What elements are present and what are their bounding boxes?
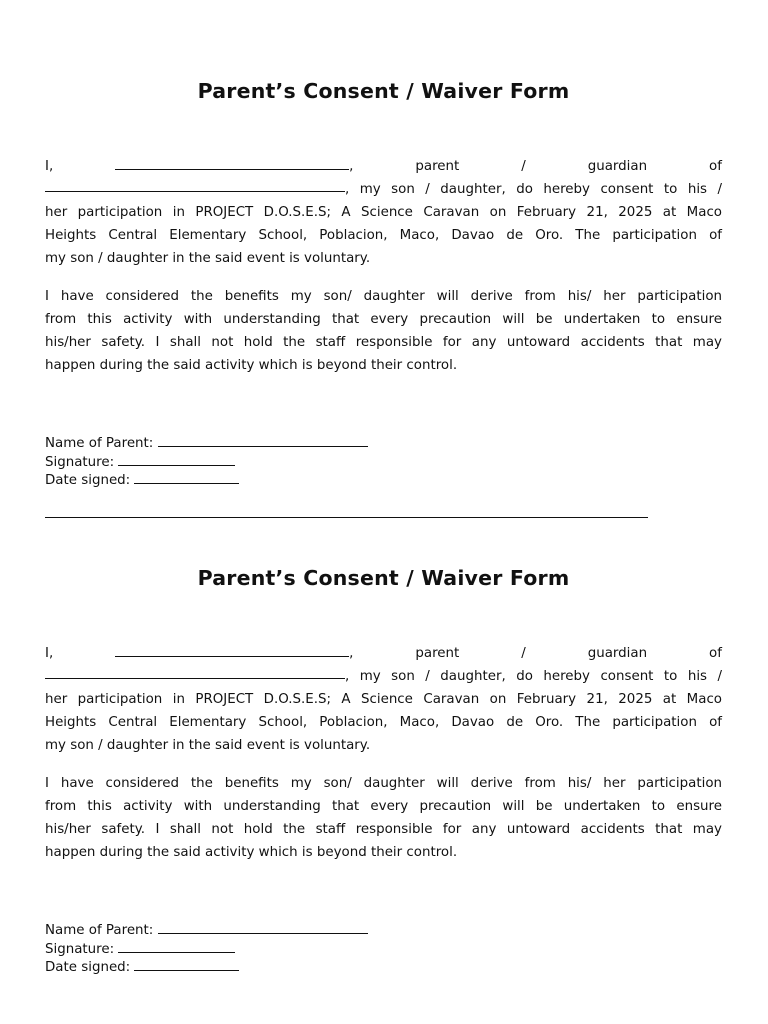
waiver-line-1: I have considered the benefits my son/ daughter will derive from his/ her participation [45, 289, 722, 304]
consent-line-2 [45, 178, 722, 201]
consent-form-1 [45, 78, 722, 489]
parent-name-row [45, 433, 722, 452]
waiver-line-4: happen during the said activity which is beyond their control. [45, 358, 458, 373]
consent-line-2-text: , my son / daughter, do hereby consent to his / [345, 669, 722, 684]
form-title: Parent’s Consent / Waiver Form [197, 79, 570, 103]
consent-line-3: her participation in PROJECT D.O.S.E.S; A Science Caravan on February 21, 2025 at Maco [45, 692, 722, 707]
waiver-line-2: from this activity with understanding that every precaution will be undertaken to ensure [45, 312, 722, 327]
consent-line-1 [45, 155, 722, 178]
waiver-line-3: his/her safety. I shall not hold the staff responsible for any untoward accidents that may [45, 335, 722, 350]
parent-name-label: Name of Parent: [45, 436, 154, 451]
pronoun-text: I, [45, 159, 54, 174]
guardian-word: guardian [587, 646, 648, 661]
signature-block [45, 920, 722, 976]
consent-form-2 [45, 565, 722, 976]
slash-text: / [521, 159, 526, 174]
waiver-paragraph [45, 285, 722, 377]
consent-line-2 [45, 665, 722, 688]
form-title: Parent’s Consent / Waiver Form [197, 566, 570, 590]
comma-text: , [349, 646, 354, 661]
consent-line-2-text: , my son / daughter, do hereby consent to his / [345, 182, 722, 197]
signature-block [45, 433, 722, 489]
slash-text: / [521, 646, 526, 661]
parent-name-label: Name of Parent: [45, 923, 154, 938]
waiver-line-4: happen during the said activity which is beyond their control. [45, 845, 458, 860]
child-name-blank[interactable] [45, 178, 345, 192]
consent-line-1 [45, 642, 722, 665]
signature-row [45, 939, 722, 958]
consent-paragraph [45, 155, 722, 270]
of-word: of [709, 159, 722, 174]
date-signed-blank[interactable] [134, 957, 239, 971]
signature-label: Signature: [45, 941, 115, 957]
date-signed-label: Date signed: [45, 960, 131, 975]
signature-blank[interactable] [118, 939, 235, 953]
comma-text: , [349, 159, 354, 174]
waiver-line-1: I have considered the benefits my son/ daughter will derive from his/ her participation [45, 776, 722, 791]
date-signed-row [45, 470, 722, 489]
signature-row [45, 452, 722, 471]
guardian-name-blank[interactable] [115, 156, 349, 170]
consent-line-3: her participation in PROJECT D.O.S.E.S; A Science Caravan on February 21, 2025 at Maco [45, 205, 722, 220]
guardian-name-blank[interactable] [115, 643, 349, 657]
cut-divider-line [45, 517, 648, 518]
parent-name-blank[interactable] [158, 433, 368, 447]
consent-line-4: Heights Central Elementary School, Poblacion, Maco, Davao de Oro. The participation of [45, 715, 722, 730]
pronoun-text: I, [45, 646, 54, 661]
guardian-name-group [115, 642, 353, 665]
consent-line-5: my son / daughter in the said event is voluntary. [45, 251, 371, 266]
consent-paragraph [45, 642, 722, 757]
waiver-line-2: from this activity with understanding that every precaution will be undertaken to ensure [45, 799, 722, 814]
date-signed-row [45, 957, 722, 976]
parent-name-row [45, 920, 722, 939]
consent-line-5: my son / daughter in the said event is voluntary. [45, 738, 371, 753]
parent-name-blank[interactable] [158, 920, 368, 934]
date-signed-blank[interactable] [134, 470, 239, 484]
of-word: of [709, 646, 722, 661]
waiver-line-3: his/her safety. I shall not hold the staff responsible for any untoward accidents that may [45, 822, 722, 837]
parent-word: parent [415, 159, 460, 174]
parent-word: parent [415, 646, 460, 661]
date-signed-label: Date signed: [45, 473, 131, 488]
signature-label: Signature: [45, 454, 115, 470]
guardian-word: guardian [587, 159, 648, 174]
child-name-blank[interactable] [45, 665, 345, 679]
signature-blank[interactable] [118, 452, 235, 466]
consent-line-4: Heights Central Elementary School, Poblacion, Maco, Davao de Oro. The participation of [45, 228, 722, 243]
guardian-name-group [115, 155, 353, 178]
waiver-paragraph [45, 772, 722, 864]
